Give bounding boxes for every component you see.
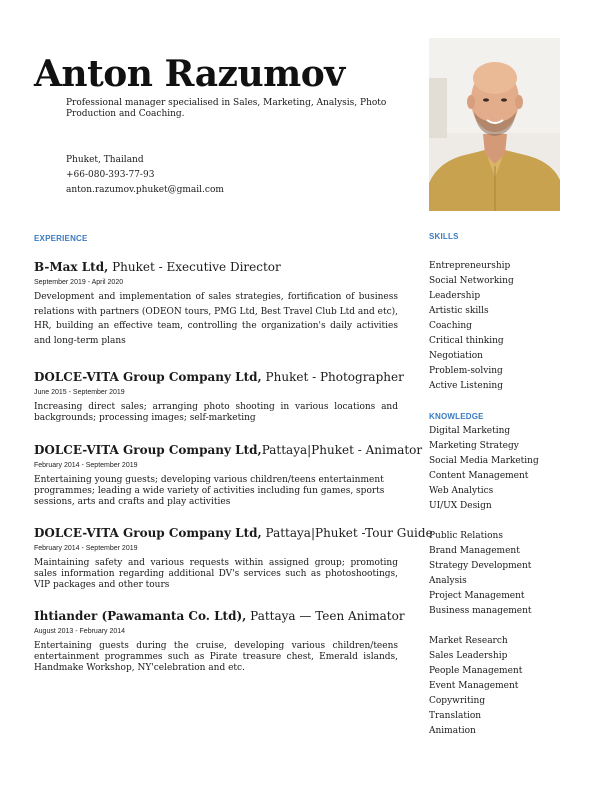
skill-item: Critical thinking (429, 336, 504, 346)
job-role: Pattaya — Teen Animator (246, 609, 405, 623)
job-dates: June 2015 - September 2019 (34, 389, 125, 396)
knowledge-item: Web Analytics (429, 486, 494, 496)
experience-heading: EXPERIENCE (34, 234, 88, 243)
job-title-line (34, 608, 405, 624)
skill-item: Coaching (429, 321, 472, 331)
company-name: Ihtiander (Pawamanta Co. Ltd), (34, 609, 247, 623)
job-entry (34, 442, 423, 508)
knowledge-item: UI/UX Design (429, 501, 492, 511)
skill-item: Entrepreneurship (429, 261, 511, 271)
job-title-line (34, 259, 398, 275)
knowledge-item: Translation (429, 711, 482, 721)
job-dates: February 2014 - September 2019 (34, 462, 138, 469)
knowledge-item: Strategy Development (429, 561, 532, 571)
skill-item: Leadership (429, 291, 481, 301)
location: Phuket, Thailand (66, 155, 144, 165)
knowledge-item: Public Relations (429, 531, 503, 541)
knowledge-item: Analysis (429, 576, 467, 586)
knowledge-item: Market Research (429, 636, 508, 646)
contact-block (66, 153, 224, 198)
job-entry (34, 369, 404, 424)
job-role: Pattaya|Phuket -Tour Guide (261, 526, 433, 540)
skill-item: Social Networking (429, 276, 514, 286)
job-description: Maintaining safety and various requests within assigned group; promoting sales information regarding additional DV's services such as photoshootings, VIP packages and other tours (34, 558, 398, 590)
knowledge-item: Sales Leadership (429, 651, 508, 661)
knowledge-item: People Management (429, 666, 523, 676)
company-name: DOLCE-VITA Group Company Ltd, (34, 370, 262, 384)
skill-item: Problem-solving (429, 366, 503, 376)
knowledge-item: Brand Management (429, 546, 520, 556)
email-address: anton.razumov.phuket@gmail.com (66, 185, 224, 195)
knowledge-item: Digital Marketing (429, 426, 511, 436)
job-title-line (34, 369, 404, 385)
knowledge-item: Project Management (429, 591, 525, 601)
company-name: DOLCE-VITA Group Company Ltd, (34, 526, 262, 540)
job-role: Pattaya|Phuket - Animator (261, 443, 423, 457)
skill-item: Artistic skills (429, 306, 489, 316)
job-entry (34, 259, 398, 348)
job-role: Phuket - Photographer (261, 370, 404, 384)
candidate-name: Anton Razumov (34, 53, 345, 95)
job-entry (34, 608, 405, 674)
job-role: Phuket - Executive Director (108, 260, 281, 274)
knowledge-item: Marketing Strategy (429, 441, 519, 451)
knowledge-heading: KNOWLEDGE (429, 412, 484, 421)
skill-item: Negotiation (429, 351, 483, 361)
knowledge-item: Event Management (429, 681, 519, 691)
knowledge-item: Animation (429, 726, 476, 736)
job-description: Increasing direct sales; arranging photo shooting in various locations and backgrounds; processing images; self-marketing (34, 402, 398, 423)
knowledge-item: Copywriting (429, 696, 486, 706)
skills-heading: SKILLS (429, 232, 459, 241)
job-dates: August 2013 - February 2014 (34, 628, 126, 635)
job-title-line (34, 442, 423, 458)
job-dates: February 2014 - September 2019 (34, 545, 138, 552)
knowledge-item: Content Management (429, 471, 529, 481)
skills-list (429, 259, 514, 394)
knowledge-item: Business management (429, 606, 532, 616)
skill-item: Active Listening (429, 381, 503, 391)
job-description: Entertaining young guests; developing various children/teens entertainment programmes; leading a wide variety of activities including fun games, sports sessions, arts and crafts and play activities (34, 475, 385, 507)
phone-number: +66-080-393-77-93 (66, 170, 155, 180)
company-name: DOLCE-VITA Group Company Ltd, (34, 443, 262, 457)
job-description: Entertaining guests during the cruise, developing various children/teens entertainment programmes such as Pirate treasure chest, Emerald islands, Handmake Workshop, NY'celebration and etc. (34, 641, 398, 673)
knowledge-item: Social Media Marketing (429, 456, 539, 466)
job-entry (34, 525, 433, 591)
job-dates: September 2019 - April 2020 (34, 279, 124, 286)
knowledge-list (429, 424, 539, 739)
job-title-line (34, 525, 433, 541)
company-name: B-Max Ltd, (34, 260, 109, 274)
profile-photo (429, 38, 560, 211)
professional-summary: Professional manager specialised in Sales, Marketing, Analysis, Photo Production and Coaching. (66, 98, 387, 119)
job-description: Development and implementation of sales strategies, fortification of business relations with partners (ODEON tours, PMG Ltd, Best Travel Club Ltd and etc), HR, building an effective team, controlling the organization's daily activities and long-term plans (34, 292, 398, 346)
